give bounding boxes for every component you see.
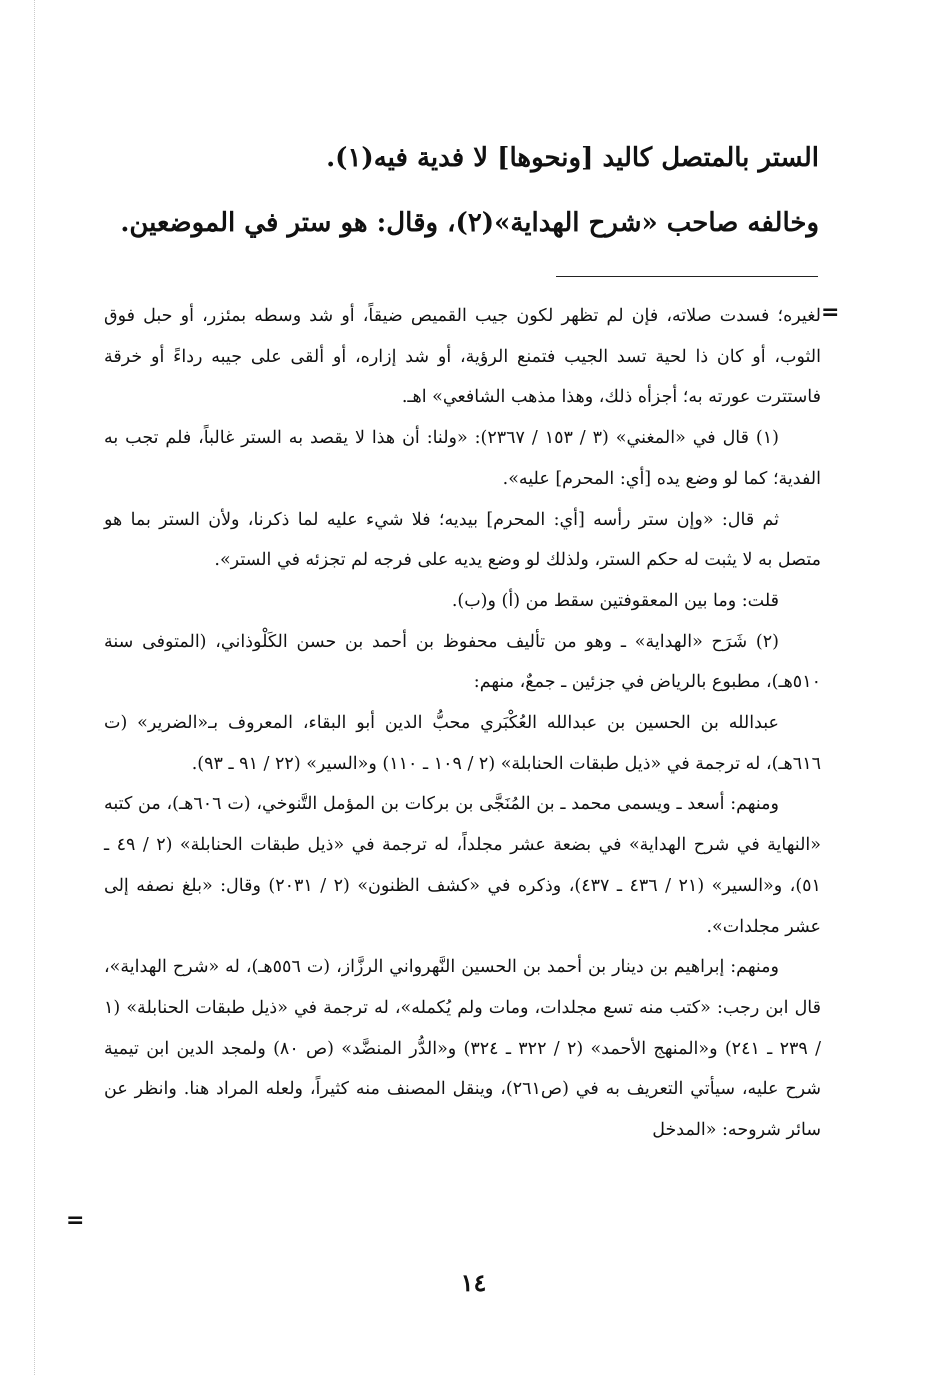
footnote-continued-paragraph: لغيره؛ فسدت صلاته، فإن لم تظهر لكون جيب القميص ضيقاً، أو شد وسطه بمئزر، أو حبل فوق الثوب، أو كان ذا لحية تسد الجيب فتمنع الرؤية، أو شد إزاره، أو ألقى على جيبه رداءً أو خرقة فاستترت عورته به؛ أجزأه ذلك، وهذا مذهب الشافعي» اهـ. (104, 306, 821, 408)
footnote-2-paragraph-2: عبدالله بن الحسين بن عبدالله العُكْبَري محبُّ الدين أبو البقاء، المعروف بـ«الضرير» (ت ٦١٦هـ)، له ترجمة في «ذيل طبقات الحنابلة» (٢ / ١٠٩ ـ ١١٠) و«السير» (٢٢ / ٩١ ـ ٩٣). (104, 713, 821, 774)
main-text-line-2: وخالفه صاحب «شرح الهداية»(٢)، وقال: هو ستر في الموضعين. (120, 208, 819, 238)
margin-dotted-line (34, 0, 35, 1375)
page-number: ١٤ (460, 1268, 487, 1297)
footnote-2-paragraph-4: ومنهم: إبراهيم بن دينار بن أحمد بن الحسين النَّهرواني الرزَّاز، (ت ٥٥٦هـ)، له «شرح الهداية»، قال ابن رجب: «كتب منه تسع مجلدات، ومات ولم يُكمله»، له ترجمة في «ذيل طبقات الحنابلة» (١ / ٢٣٩ ـ ٢٤١) و«المنهج الأحمد» (٢ / ٣٢٢ ـ ٣٢٤) و«الدُّر المنضَّد» (ص ٨٠) ولمجد الدين ابن تيمية شرح عليه، سيأتي التعريف به في (ص٢٦١)، وينقل المصنف منه كثيراً، ولعله المراد هنا. وانظر عن سائر شروحه: «المدخل (104, 957, 821, 1141)
footnote-continuation-mark-bottom: = (66, 1208, 85, 1233)
footnote-separator (556, 276, 818, 277)
footnote-2: (٢) شَرَح «الهداية» ـ وهو من تأليف محفوظ بن أحمد بن حسن الكَلْوذاني، (المتوفى سنة ٥١٠هـ)، مطبوع بالرياض في جزئين ـ جمعٌ، منهم: (104, 631, 821, 693)
footnote-1: (١) قال في «المغني» (٣ / ١٥٣ / ٢٣٦٧): «ولنا: أن هذا لا يقصد به الستر غالباً، فلم تجب به الفدية؛ كما لو وضع يده [أي: المحرم] عليه». (104, 428, 821, 489)
footnote-1-paragraph-2: ثم قال: «وإن ستر رأسه [أي: المحرم] بيديه؛ فلا شيء عليه لما ذكرنا، ولأن الستر بما هو متصل به لا يثبت له حكم الستر، ولذلك لو وضع يديه على فرجه لم تجزئه في الستر». (104, 509, 821, 571)
footnote-continuation-mark-top: = (821, 300, 840, 325)
footnote-2-paragraph-3: ومنهم: أسعد ـ ويسمى محمد ـ بن المُنَجَّى بن بركات بن المؤمل التَّنوخي، (ت ٦٠٦هـ)، من كتبه «النهاية في شرح الهداية» في بضعة عشر مجلداً، له ترجمة في «ذيل طبقات الحنابلة» (٢ / ٤٩ ـ ٥١)، و«السير» (٢١ / ٤٣٦ ـ ٤٣٧)، وذكره في «كشف الظنون» (٢ / ٢٠٣١) وقال: «بلغ نصفه إلى عشر مجلدات». (104, 794, 821, 937)
footnotes (104, 296, 821, 1151)
footnote-1-note: قلت: وما بين المعقوفتين سقط من (أ) و(ب). (451, 590, 779, 611)
main-text-line-1: الستر بالمتصل كاليد [ونحوها] لا فدية فيه(١). (326, 143, 819, 173)
